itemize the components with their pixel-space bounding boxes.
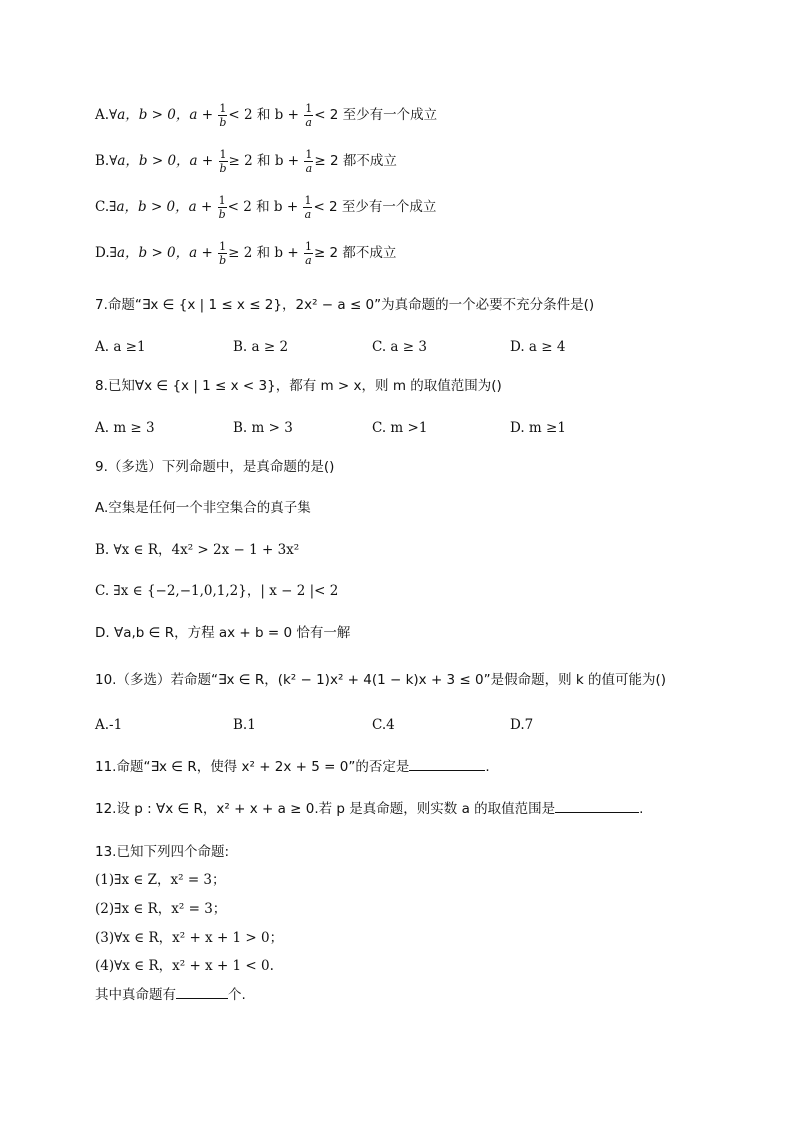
q7-option-b: B. a ≥ 2 — [233, 339, 289, 355]
fraction-1-over-b: $\frac{1}{b}$ — [219, 102, 227, 129]
q9-option-a: A.空集是任何一个非空集合的真子集 — [95, 500, 311, 516]
answer-blank[interactable] — [555, 799, 639, 813]
q6-option-a: A.∀a，b > 0，a + $\frac{1}{b}$ < 2 和 b + $\frac{1}{a}$ < 2 至少有一个成立 — [95, 102, 438, 129]
fraction-1-over-a: $\frac{1}{a}$ — [304, 194, 312, 221]
q11-stem: 11.命题“∃x ∈ R，使得 x² + 2x + 5 = 0”的否定是 . — [95, 759, 490, 775]
q6-option-d: D.∃a，b > 0，a + $\frac{1}{b}$ ≥ 2 和 b + $\frac{1}{a}$ ≥ 2 都不成立 — [95, 240, 397, 267]
q7-option-a: A. a ≥1 — [95, 339, 146, 355]
answer-blank[interactable] — [176, 985, 228, 999]
fraction-1-over-a: $\frac{1}{a}$ — [304, 240, 312, 267]
fraction-1-over-a: $\frac{1}{a}$ — [305, 148, 313, 175]
q13-item-4: (4)∀x ∈ R，x² + x + 1 < 0. — [95, 958, 274, 974]
q7-option-d: D. a ≥ 4 — [510, 339, 566, 355]
q6-option-c: C.∃a，b > 0，a + $\frac{1}{b}$ < 2 和 b + $\frac{1}{a}$ < 2 至少有一个成立 — [95, 194, 437, 221]
fraction-1-over-b: $\frac{1}{b}$ — [219, 148, 227, 175]
q13-item-1: (1)∃x ∈ Z，x² = 3； — [95, 872, 226, 888]
q9-stem: 9.（多选）下列命题中，是真命题的是() — [95, 459, 335, 475]
answer-blank[interactable] — [409, 757, 485, 771]
q9-option-d: D. ∀a,b ∈ R，方程 ax + b = 0 恰有一解 — [95, 625, 351, 641]
q10-option-b: B.1 — [233, 717, 256, 733]
q6-option-b: B.∀a，b > 0，a + $\frac{1}{b}$ ≥ 2 和 b + $\frac{1}{a}$ ≥ 2 都不成立 — [95, 148, 397, 175]
q8-option-a: A. m ≥ 3 — [95, 420, 155, 436]
q13-item-3: (3)∀x ∈ R，x² + x + 1 > 0； — [95, 930, 284, 946]
q13-item-2: (2)∃x ∈ R，x² = 3； — [95, 901, 227, 917]
q9-option-c: C. ∃x ∈ {−2,−1,0,1,2}，| x − 2 |< 2 — [95, 583, 339, 599]
q12-stem: 12.设 p : ∀x ∈ R，x² + x + a ≥ 0.若 p 是真命题，则实数 a 的取值范围是 . — [95, 801, 644, 817]
q10-option-a: A.-1 — [95, 717, 123, 733]
fraction-1-over-b: $\frac{1}{b}$ — [219, 240, 227, 267]
q9-option-b: B. ∀x ∈ R，4x² > 2x − 1 + 3x² — [95, 542, 300, 558]
q8-option-c: C. m >1 — [372, 420, 428, 436]
q8-option-b: B. m > 3 — [233, 420, 293, 436]
q8-stem: 8.已知∀x ∈ {x | 1 ≤ x < 3}，都有 m > x，则 m 的取值范围为() — [95, 378, 502, 394]
q10-option-c: C.4 — [372, 717, 395, 733]
q13-stem: 13.已知下列四个命题: — [95, 844, 230, 860]
fraction-1-over-b: $\frac{1}{b}$ — [218, 194, 226, 221]
q13-tail: 其中真命题有 个. — [95, 987, 246, 1003]
q7-option-c: C. a ≥ 3 — [372, 339, 427, 355]
q8-option-d: D. m ≥1 — [510, 420, 566, 436]
q10-stem: 10.（多选）若命题“∃x ∈ R，(k² − 1)x² + 4(1 − k)x + 3 ≤ 0”是假命题，则 k 的值可能为() — [95, 672, 667, 688]
q10-option-d: D.7 — [510, 717, 534, 733]
q7-stem: 7.命题“∃x ∈ {x | 1 ≤ x ≤ 2}，2x² − a ≤ 0”为真命题的一个必要不充分条件是() — [95, 297, 595, 313]
fraction-1-over-a: $\frac{1}{a}$ — [305, 102, 313, 129]
